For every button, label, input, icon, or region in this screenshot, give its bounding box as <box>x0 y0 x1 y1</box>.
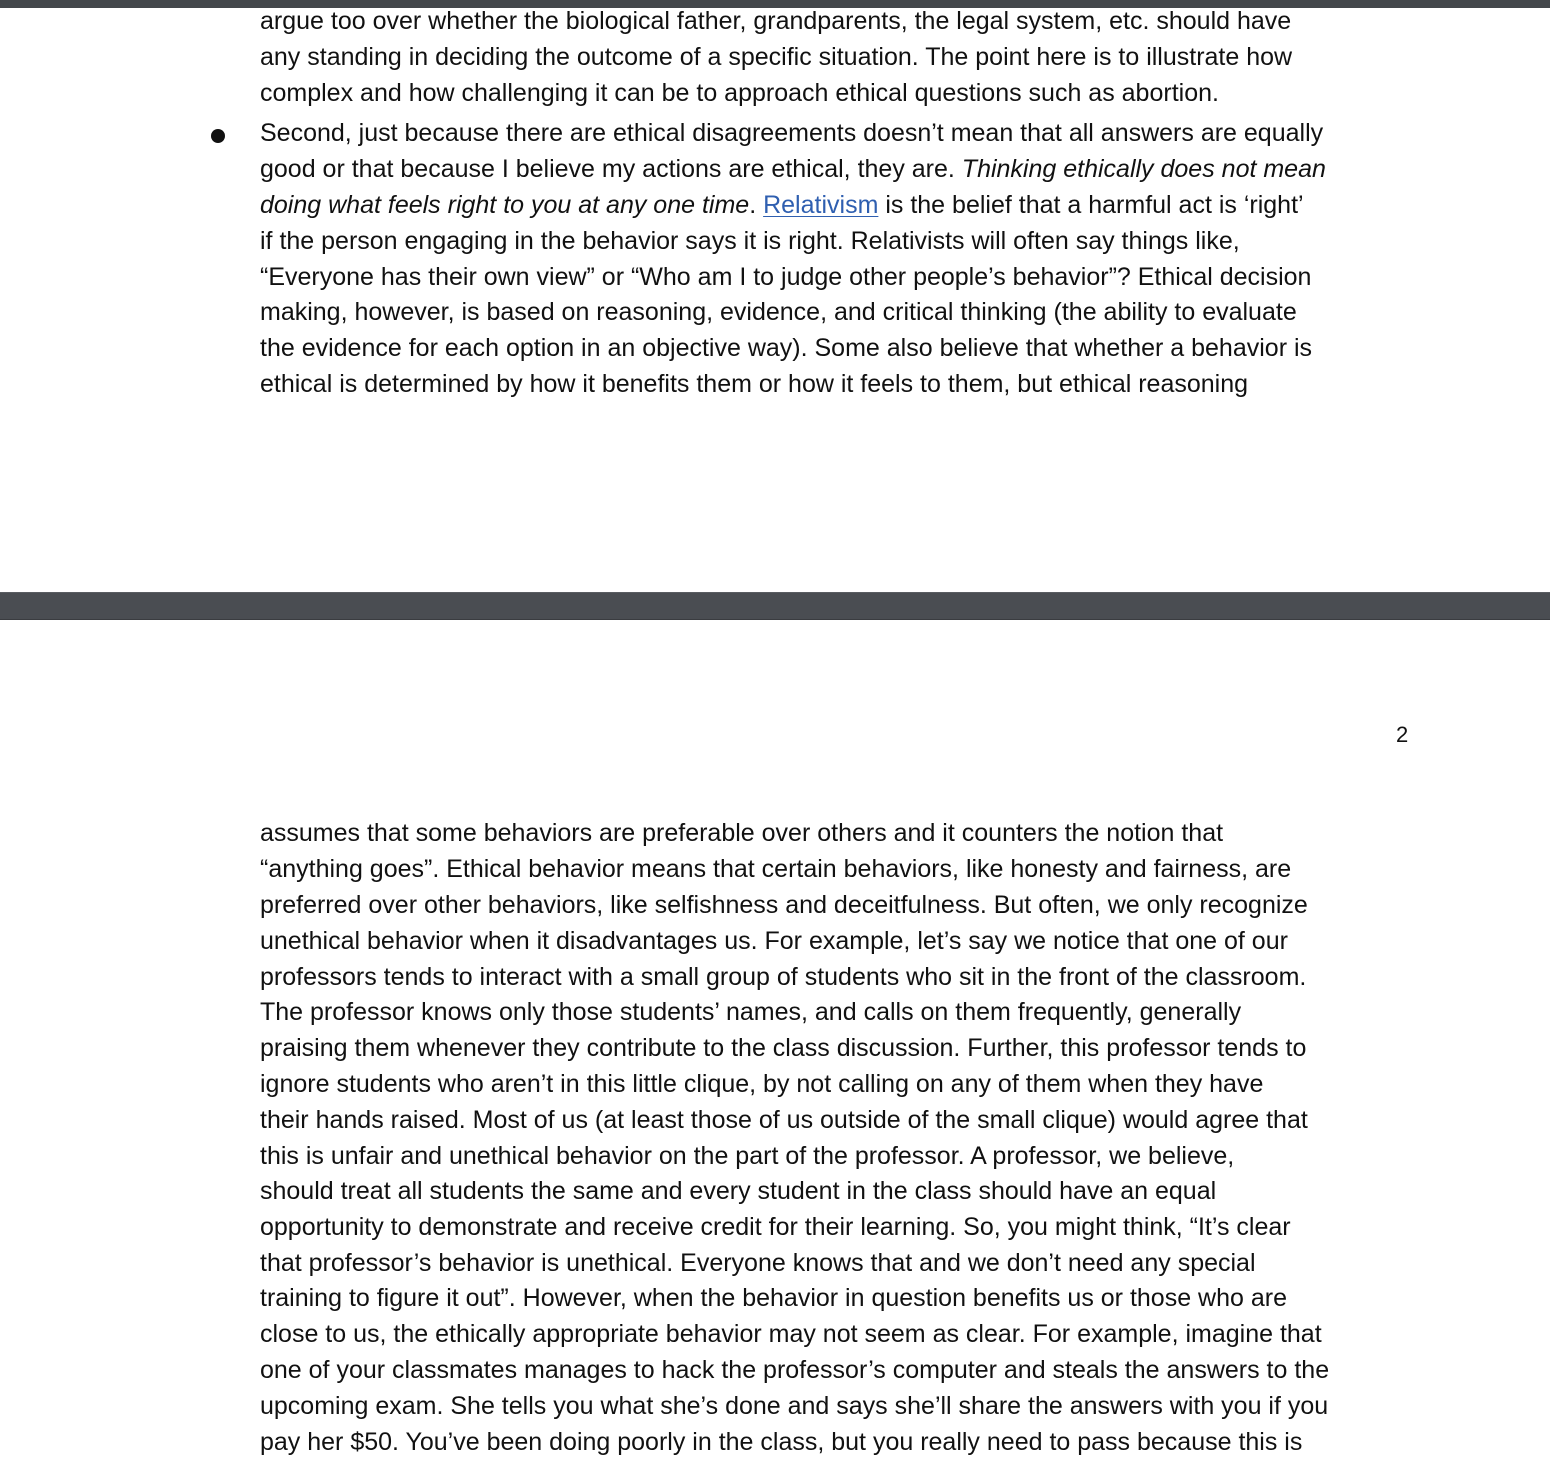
body-text-segment: . <box>749 191 764 219</box>
bullet-text-line: the evidence for each option in an objective way). Some also believe that whether a behavior is <box>260 334 1313 362</box>
body-text-line: complex and how challenging it can be to approach ethical questions such as abortion. <box>260 79 1219 107</box>
page-break-gap <box>0 592 1550 620</box>
bullet-text-line <box>260 190 1304 220</box>
body-text-line: training to figure it out”. However, when the behavior in question benefits us or those who are <box>260 1284 1287 1312</box>
body-text-line: praising them whenever they contribute to the class discussion. Further, this professor tends to <box>260 1034 1307 1062</box>
body-text-segment: good or that because I believe my actions are ethical, they are. <box>260 155 962 183</box>
document-page-1 <box>0 8 1550 592</box>
body-text-line: The professor knows only those students’ names, and calls on them frequently, generally <box>260 998 1242 1026</box>
body-text-line: unethical behavior when it disadvantages us. For example, let’s say we notice that one of our <box>260 927 1288 955</box>
italic-emphasis: Thinking ethically does not mean <box>961 155 1326 183</box>
body-text-line: any standing in deciding the outcome of a specific situation. The point here is to illustrate how <box>260 43 1293 71</box>
relativism-link[interactable]: Relativism <box>763 191 879 219</box>
bullet-text-line: if the person engaging in the behavior says it is right. Relativists will often say things like, <box>260 227 1240 255</box>
bullet-text-line: making, however, is based on reasoning, evidence, and critical thinking (the ability to evaluate <box>260 298 1297 326</box>
body-text-line: “anything goes”. Ethical behavior means that certain behaviors, like honesty and fairness, are <box>260 855 1292 883</box>
body-text-line: ignore students who aren’t in this little clique, by not calling on any of them when they have <box>260 1070 1264 1098</box>
bullet-text-line: Second, just because there are ethical disagreements doesn’t mean that all answers are equally <box>260 119 1324 147</box>
body-text-line: close to us, the ethically appropriate behavior may not seem as clear. For example, imagine that <box>260 1320 1322 1348</box>
body-text-line: their hands raised. Most of us (at least those of us outside of the small clique) would agree that <box>260 1106 1308 1134</box>
bullet-text-line: ethical is determined by how it benefits them or how it feels to them, but ethical reasoning <box>260 370 1249 398</box>
body-text-line: this is unfair and unethical behavior on the part of the professor. A professor, we believe, <box>260 1142 1235 1170</box>
body-text-segment: is the belief that a harmful act is ‘right’ <box>878 191 1304 219</box>
body-text-line: upcoming exam. She tells you what she’s done and says she’ll share the answers with you if you <box>260 1392 1329 1420</box>
document-page-2 <box>0 620 1550 1462</box>
body-text-line: professors tends to interact with a small group of students who sit in the front of the classroom. <box>260 963 1307 991</box>
bullet-text-line <box>260 154 1326 184</box>
page-number: 2 <box>1396 722 1409 747</box>
bullet-icon <box>211 129 225 143</box>
body-text-line: assumes that some behaviors are preferable over others and it counters the notion that <box>260 819 1224 847</box>
body-text-line: preferred over other behaviors, like selfishness and deceitfulness. But often, we only recognize <box>260 891 1308 919</box>
body-text-line: pay her $50. You’ve been doing poorly in the class, but you really need to pass because this is <box>260 1428 1303 1456</box>
body-text-line: that professor’s behavior is unethical. Everyone knows that and we don’t need any special <box>260 1249 1256 1277</box>
body-text-line: opportunity to demonstrate and receive credit for their learning. So, you might think, “It’s clear <box>260 1213 1291 1241</box>
body-text-line: should treat all students the same and every student in the class should have an equal <box>260 1177 1217 1205</box>
body-text-line: argue too over whether the biological father, grandparents, the legal system, etc. should have <box>260 7 1292 35</box>
italic-emphasis: doing what feels right to you at any one time <box>260 191 750 219</box>
bullet-text-line: “Everyone has their own view” or “Who am I to judge other people’s behavior”? Ethical decision <box>260 263 1312 291</box>
body-text-line: one of your classmates manages to hack the professor’s computer and steals the answers to the <box>260 1356 1330 1384</box>
